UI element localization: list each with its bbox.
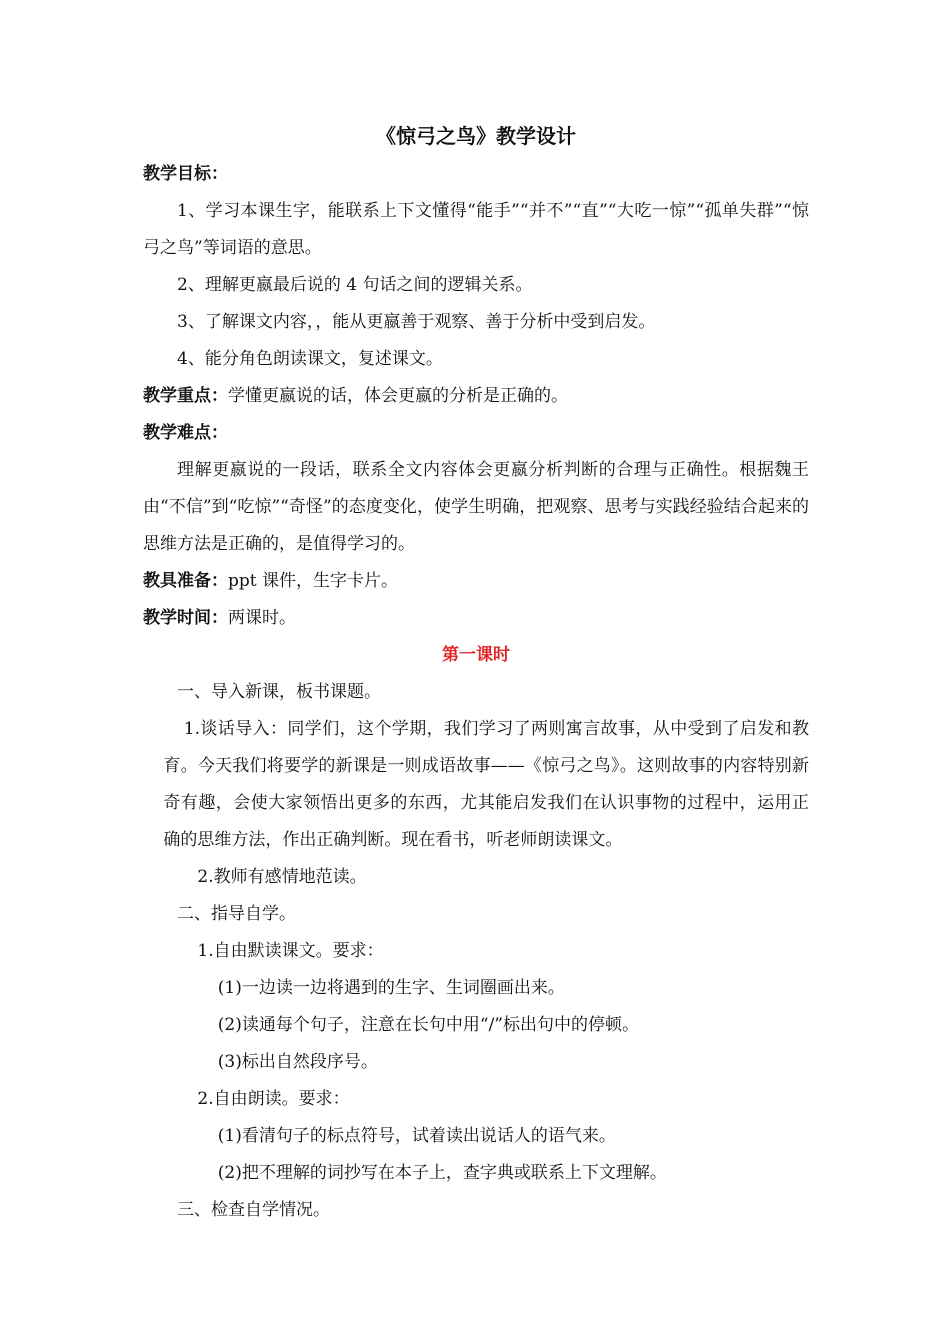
step2-sub2-item-1: (1)看清句子的标点符号，试着读出说话人的语气来。 [217,1126,616,1146]
key-point-text: 学懂更嬴说的话，体会更嬴的分析是正确的。 [228,386,568,406]
key-point-label: 教学重点： [143,386,228,406]
step1-sub2: 2.教师有感情地范读。 [197,867,367,887]
materials [143,563,809,600]
teaching-time-label: 教学时间： [143,608,228,628]
teaching-time-text: 两课时。 [228,608,296,628]
step3-title: 三、检查自学情况。 [177,1200,330,1220]
objective-item-2: 2、理解更嬴最后说的 4 句话之间的逻辑关系。 [177,275,533,295]
step1-sub1: 1.谈话导入：同学们，这个学期，我们学习了两则寓言故事，从中受到了启发和教育。今天我们将要学的新课是一则成语故事——《惊弓之鸟》。这则故事的内容特别新奇有趣，会使大家领悟出更多的东西，尤其能启发我们在认识事物的过程中，运用正确的思维方法，作出正确判断。现在看书，听老师朗读课文。 [163,719,809,850]
objective-item-3: 3、了解课文内容，，能从更嬴善于观察、善于分析中受到启发。 [177,312,656,332]
step1-title: 一、导入新课，板书课题。 [177,682,381,702]
objectives-heading [143,156,809,193]
lesson1-heading: 第一课时 [442,645,510,665]
materials-text: ppt 课件，生字卡片。 [228,571,398,591]
materials-label: 教具准备： [143,571,228,591]
document-title: 《惊弓之鸟》教学设计 [376,124,576,148]
difficulty-text: 理解更嬴说的一段话，联系全文内容体会更嬴分析判断的合理与正确性。根据魏王由“不信”到“吃惊”“奇怪”的态度变化，使学生明确，把观察、思考与实践经验结合起来的思维方法是正确的，是值得学习的。 [143,460,809,554]
step2-sub1-item-3: (3)标出自然段序号。 [217,1052,378,1072]
step2-title: 二、指导自学。 [177,904,296,924]
step2-sub1-title: 1.自由默读课文。要求： [197,941,384,961]
step2-sub1-item-1: (1)一边读一边将遇到的生字、生词圈画出来。 [217,978,565,998]
key-point [143,378,809,415]
objective-item-4: 4、能分角色朗读课文，复述课文。 [177,349,443,369]
objectives-label: 教学目标： [143,164,228,184]
difficulty-label: 教学难点： [143,423,228,443]
step2-sub2-item-2: (2)把不理解的词抄写在本子上，查字典或联系上下文理解。 [217,1163,667,1183]
difficulty-heading [143,415,809,452]
step2-sub2-title: 2.自由朗读。要求： [197,1089,350,1109]
teaching-time [143,600,809,637]
objective-item-1: 1、学习本课生字，能联系上下文懂得“能手”“并不”“直”“大吃一惊”“孤单失群”“惊弓之鸟”等词语的意思。 [143,201,809,258]
step2-sub1-item-2: (2)读通每个句子，注意在长句中用“/”标出句中的停顿。 [217,1015,639,1035]
document-page [143,118,809,1229]
